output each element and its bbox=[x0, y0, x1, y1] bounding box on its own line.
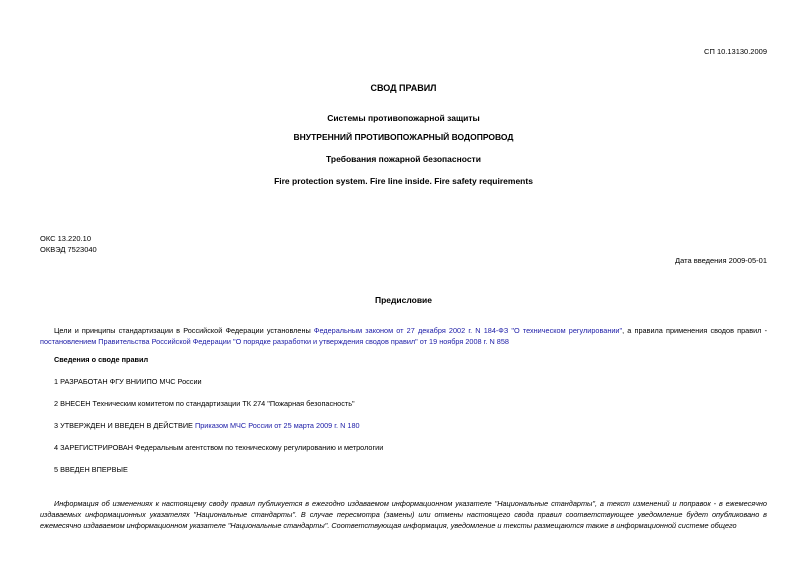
system-title: Системы противопожарной защиты bbox=[327, 113, 480, 123]
info-item-3-text: 3 УТВЕРЖДЕН И ВВЕДЕН В ДЕЙСТВИЕ bbox=[54, 421, 195, 430]
requirements-title: Требования пожарной безопасности bbox=[326, 154, 481, 164]
changes-info-paragraph: Информация об изменениях к настоящему своду правил публикуется в ежегодно издаваемом информационном указателе "Национальные стандарты", а текст изменений и поправок - в ежемесячно издаваемых информационных указателях "Национальные стандарты". В случае пересмотра (замены) или отмены настоящего свода правил соответствующее уведомление будет опубликовано в ежемесячно издаваемом информационном указателе "Национальные стандарты". Соответствующая информация, уведомление и тексты размещаются также в информационной системе общего bbox=[40, 499, 767, 530]
oks-code: ОКС 13.220.10 bbox=[40, 234, 91, 243]
goals-text-2: , а правила применения сводов правил - bbox=[622, 326, 768, 335]
main-title: ВНУТРЕННИЙ ПРОТИВОПОЖАРНЫЙ ВОДОПРОВОД bbox=[293, 132, 514, 142]
info-item-5: 5 ВВЕДЕН ВПЕРВЫЕ bbox=[54, 465, 128, 474]
english-title: Fire protection system. Fire line inside. Fire safety requirements bbox=[274, 176, 533, 186]
info-item-2: 2 ВНЕСЕН Техническим комитетом по стандартизации ТК 274 "Пожарная безопасность" bbox=[54, 399, 355, 408]
okved-code: ОКВЭД 7523040 bbox=[40, 245, 97, 254]
info-item-1: 1 РАЗРАБОТАН ФГУ ВНИИПО МЧС России bbox=[54, 377, 202, 386]
federal-law-link[interactable]: Федеральным законом от 27 декабря 2002 г. N 184-ФЗ "О техническом регулировании" bbox=[313, 326, 623, 335]
goals-paragraph bbox=[40, 325, 767, 347]
emercom-order-link[interactable]: Приказом МЧС России от 25 марта 2009 г. N 180 bbox=[194, 421, 360, 430]
info-heading: Сведения о своде правил bbox=[54, 355, 149, 364]
code-of-rules-label: СВОД ПРАВИЛ bbox=[370, 83, 437, 93]
introduction-date: Дата введения 2009-05-01 bbox=[675, 256, 767, 265]
classification-codes bbox=[40, 233, 97, 255]
preface-heading: Предисловие bbox=[374, 295, 433, 305]
goals-text-1: Цели и принципы стандартизации в Российской Федерации установлены bbox=[54, 326, 314, 335]
document-code: СП 10.13130.2009 bbox=[704, 47, 767, 56]
government-decree-link[interactable]: постановлением Правительства Российской Федерации "О порядке разработки и утверждения сводов правил" от 19 ноября 2008 г. N 858 bbox=[40, 337, 509, 346]
info-item-4: 4 ЗАРЕГИСТРИРОВАН Федеральным агентством по техническому регулированию и метрологии bbox=[54, 443, 384, 452]
info-item-3 bbox=[54, 421, 360, 430]
